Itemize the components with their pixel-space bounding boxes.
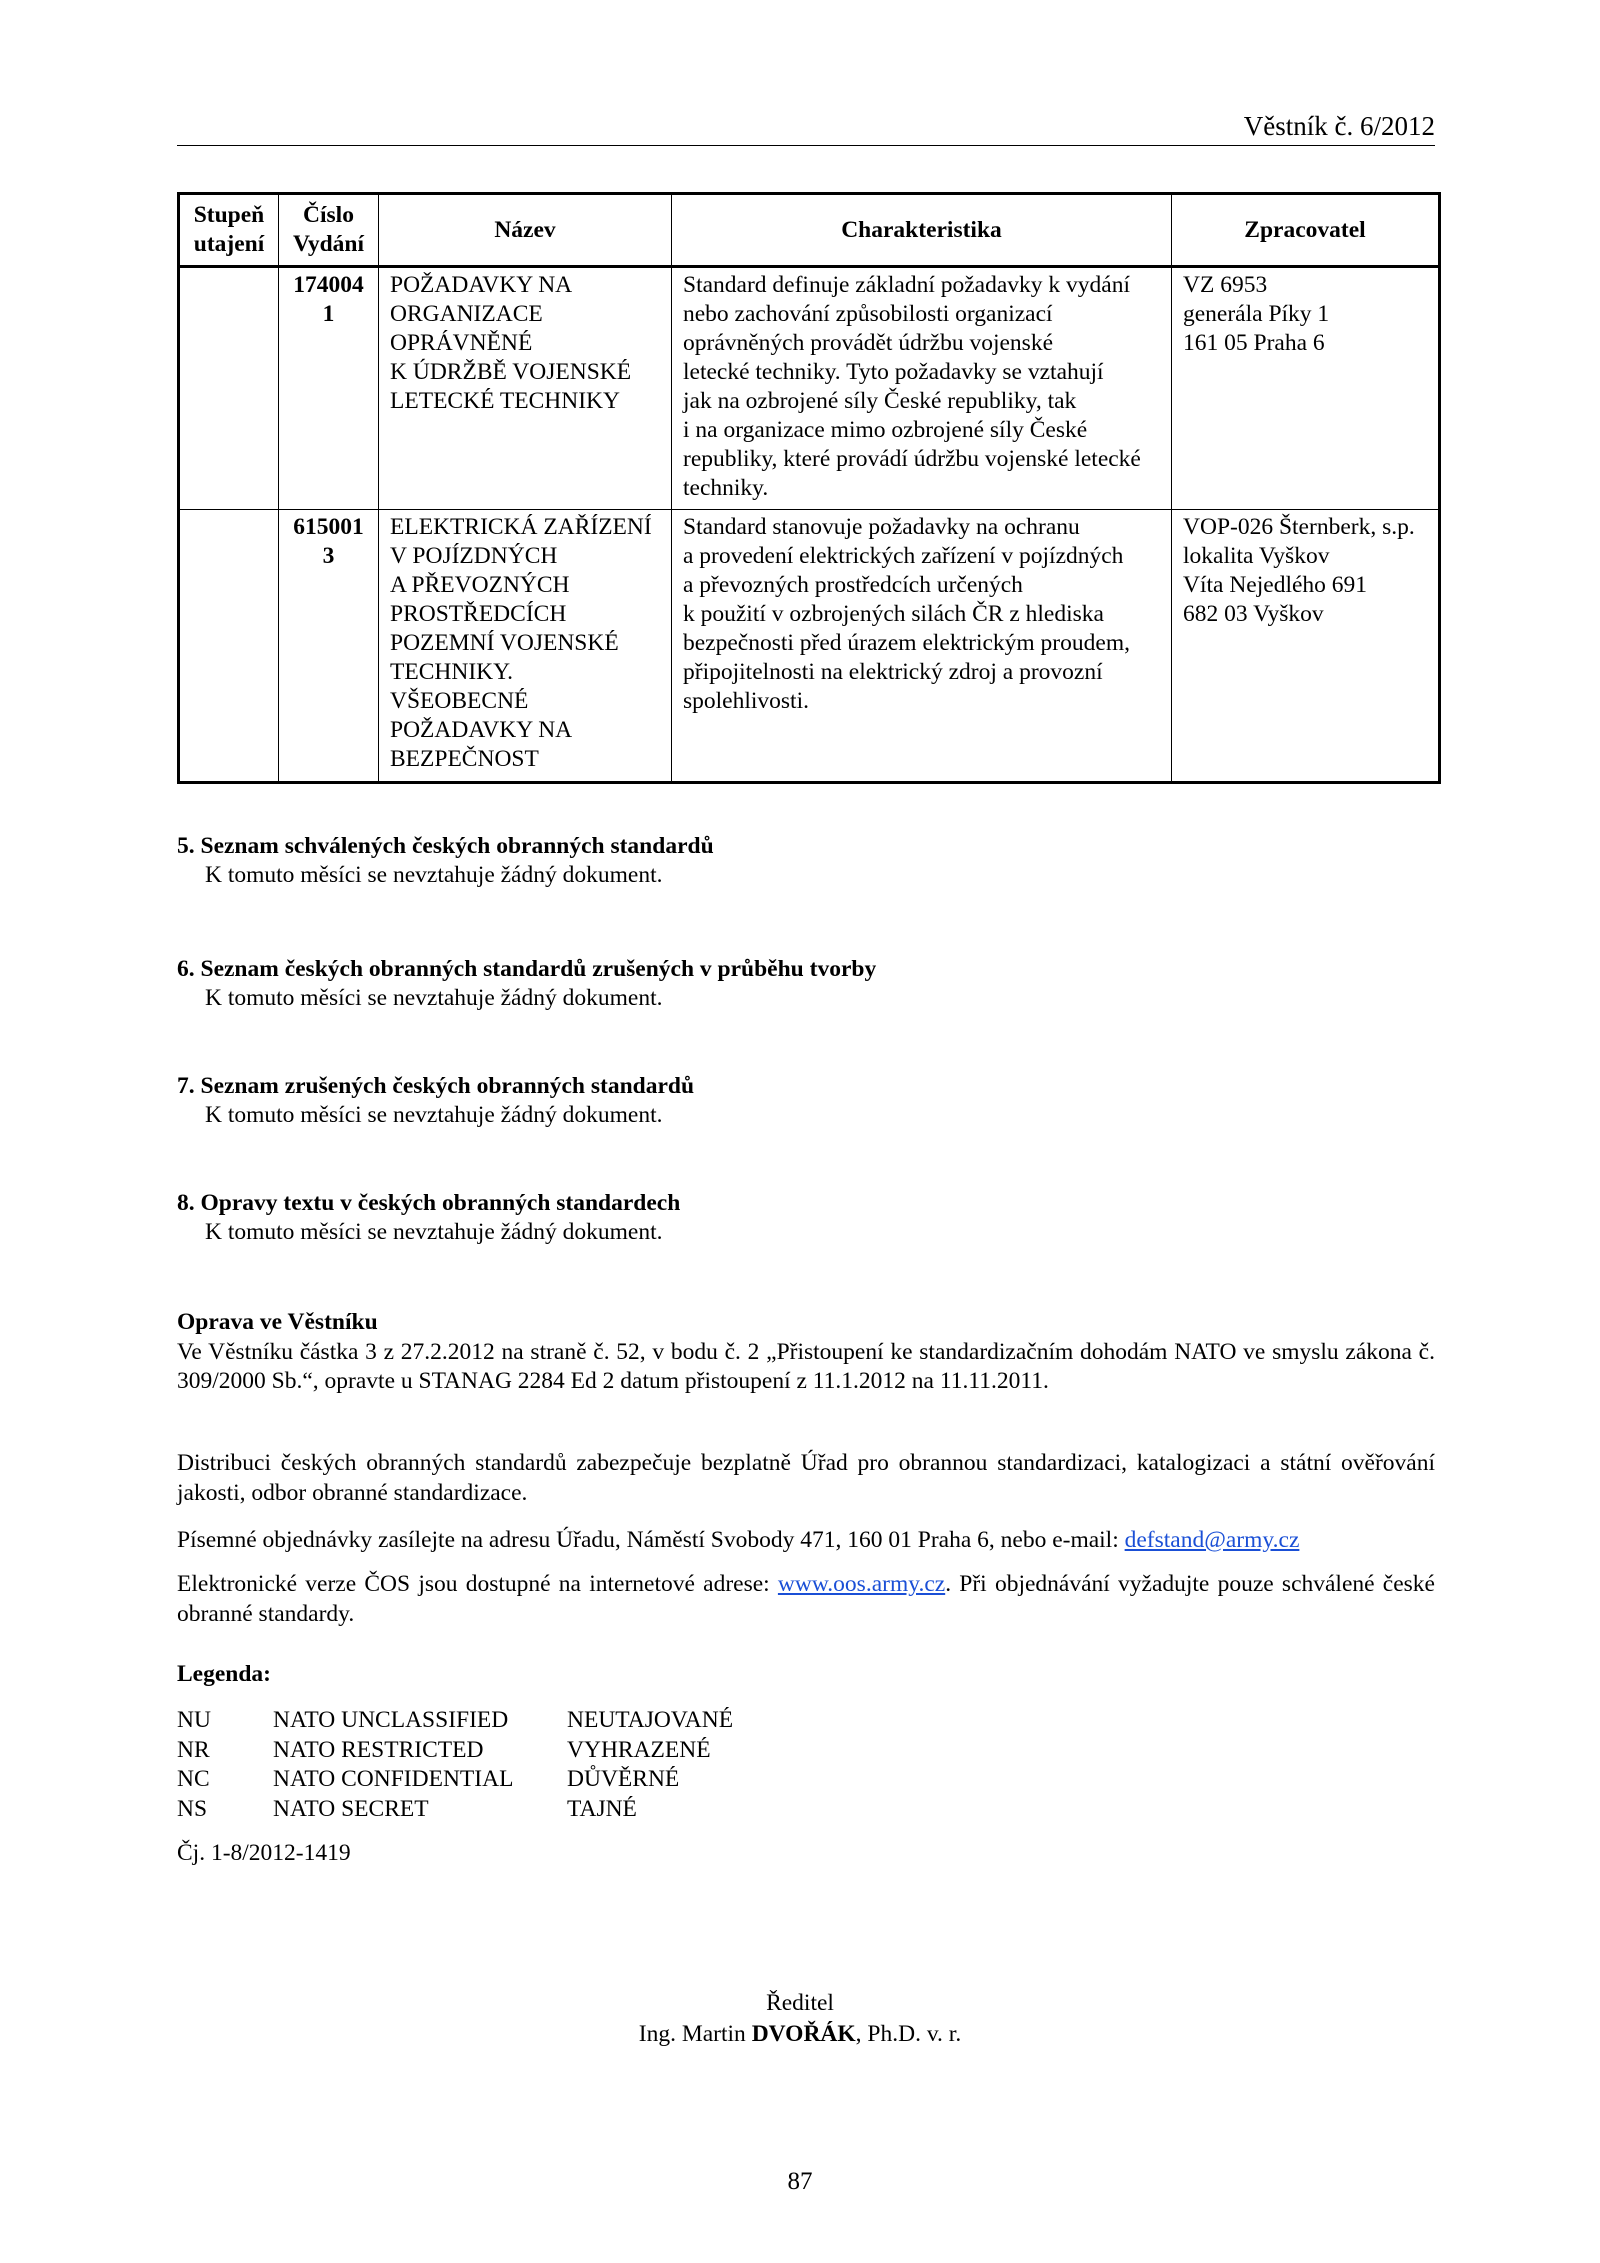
signature-name [0, 2019, 1600, 2050]
section-7 [177, 1072, 1435, 1130]
legend-code: NU [177, 1707, 211, 1733]
legend-code: NC [177, 1766, 210, 1792]
electronic-versions-paragraph [177, 1570, 1435, 1629]
correction-notice [177, 1308, 1435, 1397]
email-link[interactable]: defstand@army.cz [1124, 1527, 1300, 1553]
section-title: 8. Opravy textu v českých obranných standardech [177, 1190, 681, 1216]
reference-number: Čj. 1-8/2012-1419 [177, 1840, 351, 1866]
signature-surname: DVOŘÁK [751, 2021, 856, 2047]
orders-text: Písemné objednávky zasílejte na adresu Úřadu, Náměstí Svobody 471, 160 01 Praha 6, nebo e-mail: [177, 1527, 1125, 1553]
standards-table [177, 192, 1441, 784]
section-title: 7. Seznam zrušených českých obranných standardů [177, 1073, 695, 1099]
header-charakteristika: Charakteristika [672, 194, 1172, 267]
legend-code: NR [177, 1736, 210, 1763]
section-5 [177, 832, 1435, 890]
section-body: K tomuto měsíci se nevztahuje žádný dokument. [205, 1219, 663, 1245]
cell-charakteristika: Standard definuje základní požadavky k vydání nebo zachování způsobilosti organizací oprávněných provádět údržbu vojenské letecké techniky. Tyto požadavky se vztahují jak na ozbrojené síly České republiky, tak i na organizace mimo ozbrojené síly České republiky, které provádí údržbu vojenské letecké techniky. [672, 267, 1172, 510]
cell-cislo: 615001 3 [279, 510, 379, 783]
orders-paragraph [177, 1526, 1435, 1556]
signature-suffix: , Ph.D. v. r. [855, 2021, 962, 2047]
header-zpracovatel: Zpracovatel [1172, 194, 1440, 267]
signature-prefix: Ing. Martin [638, 2021, 752, 2047]
cell-zpracovatel: VOP-026 Šternberk, s.p. lokalita Vyškov Víta Nejedlého 691 682 03 Vyškov [1172, 510, 1440, 783]
table-row [179, 510, 1440, 783]
page-number: 87 [787, 2168, 813, 2195]
cell-nazev: ELEKTRICKÁ ZAŘÍZENÍ V POJÍZDNÝCH A PŘEVOZNÝCH PROSTŘEDCÍCH POZEMNÍ VOJENSKÉ TECHNIKY. VŠEOBECNÉ POŽADAVKY NA BEZPEČNOST [379, 510, 672, 783]
legend-cz: TAJNÉ [567, 1795, 637, 1822]
legend-code: NS [177, 1795, 208, 1822]
table-row [179, 267, 1440, 510]
table-header-row [179, 194, 1440, 267]
section-body: K tomuto měsíci se nevztahuje žádný dokument. [205, 1102, 663, 1128]
legend-nato: NATO RESTRICTED [273, 1736, 484, 1763]
website-link[interactable]: www.oos.army.cz [777, 1571, 946, 1597]
running-header: Věstník č. 6/2012 [1243, 111, 1435, 141]
legend-row [177, 1736, 767, 1766]
header-rule [177, 145, 1435, 146]
cell-stupen [179, 267, 279, 510]
electronic-text: Elektronické verze ČOS jsou dostupné na internetové adrese: [177, 1571, 778, 1597]
legend-nato: NATO SECRET [273, 1795, 429, 1822]
legend-cz: DŮVĚRNÉ [567, 1766, 680, 1792]
section-body: K tomuto měsíci se nevztahuje žádný dokument. [205, 862, 663, 888]
header-cislo-vydani: Číslo Vydání [279, 194, 379, 267]
legend-row [177, 1765, 767, 1795]
legend-nato: NATO CONFIDENTIAL [273, 1766, 514, 1792]
legend-cz: VYHRAZENÉ [567, 1736, 711, 1763]
cell-zpracovatel: VZ 6953 generála Píky 1 161 05 Praha 6 [1172, 267, 1440, 510]
legend-nato: NATO UNCLASSIFIED [273, 1707, 509, 1733]
signature-block [0, 1988, 1600, 2050]
legend [177, 1706, 767, 1824]
cell-charakteristika: Standard stanovuje požadavky na ochranu a provedení elektrických zařízení v pojízdných a převozných prostředcích určených k použití v ozbrojených silách ČR z hlediska bezpečnosti před úrazem elektrickým proudem, připojitelnosti na elektrický zdroj a provozní spolehlivosti. [672, 510, 1172, 783]
legend-row [177, 1795, 767, 1825]
legend-title: Legenda: [177, 1661, 271, 1687]
header-nazev: Název [379, 194, 672, 267]
correction-title: Oprava ve Věstníku [177, 1309, 378, 1335]
header-stupen-utajeni: Stupeň utajení [179, 194, 279, 267]
correction-text: Ve Věstníku částka 3 z 27.2.2012 na straně č. 52, v bodu č. 2 „Přistoupení ke standardizačním dohodám NATO ve smyslu zákona č. 309/2000 Sb.“, opravte u STANAG 2284 Ed 2 datum přistoupení z 11.1.2012 na 11.11.2011. [177, 1338, 1435, 1394]
cell-stupen [179, 510, 279, 783]
section-8 [177, 1189, 1435, 1247]
electronic-text-suffix: . Při objednávání vyžadujte pouze schválené české obranné standardy. [177, 1571, 1435, 1627]
legend-row [177, 1706, 767, 1736]
section-title: 5. Seznam schválených českých obranných standardů [177, 833, 714, 859]
section-6 [177, 955, 1435, 1013]
distribution-paragraph: Distribuci českých obranných standardů zabezpečuje bezplatně Úřad pro obrannou standardizaci, katalogizaci a státní ověřování jakosti, odbor obranné standardizace. [177, 1450, 1435, 1506]
legend-cz: NEUTAJOVANÉ [567, 1707, 734, 1733]
cell-cislo: 174004 1 [279, 267, 379, 510]
signature-role: Ředitel [766, 1990, 834, 2016]
cell-nazev: POŽADAVKY NA ORGANIZACE OPRÁVNĚNÉ K ÚDRŽBĚ VOJENSKÉ LETECKÉ TECHNIKY [379, 267, 672, 510]
section-title: 6. Seznam českých obranných standardů zrušených v průběhu tvorby [177, 956, 877, 982]
section-body: K tomuto měsíci se nevztahuje žádný dokument. [205, 985, 663, 1011]
